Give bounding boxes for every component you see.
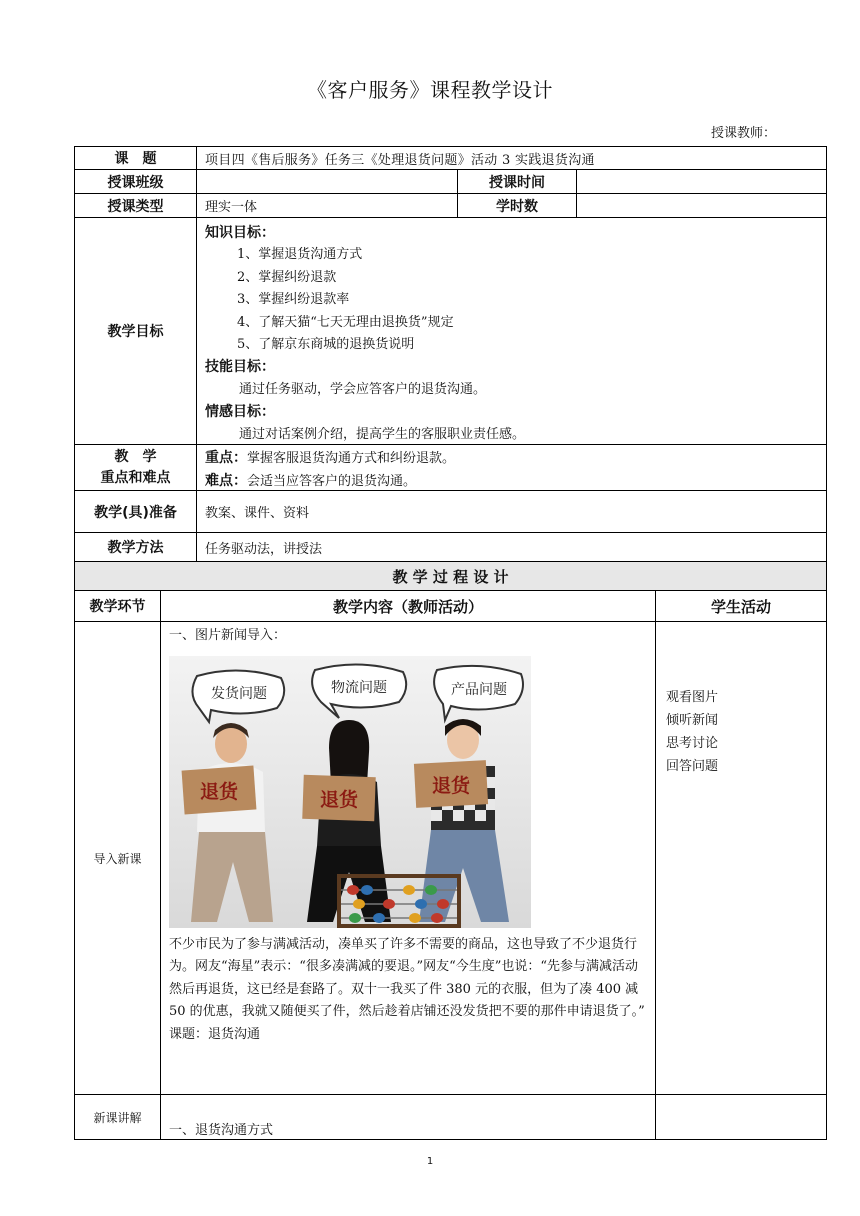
- intro-paragraph: 不少市民为了参与满减活动，凑单买了许多不需要的商品，这也导致了不少退货行为。网友“海星”表示：“很多凑满减的要退。”网友“今生度”也说：“先参与满减活动然后再退货，这已经是套路了。双十一我买了件 380 元的衣服，但为了凑 400 减 50 的优惠，我就又随便买了件，然后趁着店铺还没发货把不要的那件申请退货了。”: [169, 937, 645, 1020]
- hours-label: 学时数: [457, 193, 577, 218]
- method-value: 任务驱动法，讲授法: [196, 532, 827, 562]
- student-activity-item: 思考讨论: [666, 736, 719, 751]
- keypoints-label-line2: 重点和难点: [100, 469, 171, 486]
- lesson-plan-table: [74, 146, 827, 1140]
- new-student-cell: [655, 1094, 827, 1140]
- student-activities: [655, 621, 827, 1095]
- difficult-title: 难点：: [205, 473, 247, 489]
- student-activity-item: 倾听新闻: [666, 713, 719, 728]
- keypoints-label: [74, 444, 197, 491]
- objectives-content: [196, 217, 827, 445]
- intro-content: [160, 621, 656, 1095]
- key-text: 掌握客服退货沟通方式和纠纷退款。: [247, 451, 456, 466]
- objectives-label: 教学目标: [74, 217, 197, 445]
- key-title: 重点：: [205, 450, 247, 466]
- student-activity-item: 回答问题: [666, 759, 719, 774]
- bubble-text-2: 物流问题: [331, 680, 387, 696]
- difficult-text: 会适当应答客户的退货沟通。: [247, 474, 417, 489]
- type-value: 理实一体: [196, 193, 458, 218]
- student-activity-item: 观看图片: [666, 690, 719, 705]
- method-label: 教学方法: [74, 532, 197, 562]
- skill-text: 通过任务驱动，学会应答客户的退货沟通。: [239, 381, 487, 397]
- col-stage-header: 教学环节: [74, 590, 161, 622]
- page-number: 1: [426, 1156, 434, 1167]
- keypoints-content: [196, 444, 827, 491]
- knowledge-item: 5、了解京东商城的退换货说明: [237, 337, 415, 353]
- return-news-image: [169, 656, 531, 928]
- bubble-text-1: 发货问题: [211, 686, 267, 702]
- topic-label: 课 题: [74, 146, 197, 170]
- keypoints-label-line1: 教 学: [114, 448, 157, 465]
- sign-text-1: 退货: [199, 781, 239, 803]
- knowledge-title: 知识目标：: [205, 225, 275, 241]
- emotion-title: 情感目标：: [205, 404, 275, 421]
- return-news-illustration: [169, 656, 531, 928]
- new-stage: 新课讲解: [74, 1094, 161, 1140]
- class-label: 授课班级: [74, 169, 197, 194]
- page-title: 《客户服务》课程教学设计: [307, 78, 553, 102]
- bubble-text-3: 产品问题: [451, 682, 507, 698]
- prep-value: 教案、课件、资料: [196, 490, 827, 533]
- sign-text-3: 退货: [431, 775, 471, 797]
- col-student-header: 学生活动: [655, 590, 827, 622]
- hours-value: [576, 193, 827, 218]
- sign-text-2: 退货: [319, 789, 359, 811]
- teacher-label: 授课教师：: [710, 126, 776, 141]
- process-banner: 教 学 过 程 设 计: [74, 561, 827, 591]
- knowledge-item: 4、了解天猫“七天无理由退换货”规定: [237, 314, 454, 330]
- intro-stage: 导入新课: [74, 621, 161, 1095]
- col-content-header: 教学内容（教师活动）: [160, 590, 656, 622]
- time-value: [576, 169, 827, 194]
- prep-label: 教学(具)准备: [74, 490, 197, 533]
- topic-value: 项目四《售后服务》任务三《处理退货问题》活动 3 实践退货沟通: [196, 146, 827, 170]
- intro-topic: 课题：退货沟通: [169, 1026, 261, 1042]
- knowledge-item: 1、掌握退货沟通方式: [237, 247, 363, 263]
- knowledge-item: 3、掌握纠纷退款率: [237, 292, 350, 308]
- new-heading: 一、退货沟通方式: [160, 1094, 656, 1140]
- emotion-text: 通过对话案例介绍，提高学生的客服职业责任感。: [239, 426, 526, 442]
- knowledge-item: 2、掌握纠纷退款: [237, 269, 337, 285]
- time-label: 授课时间: [457, 169, 577, 194]
- skill-title: 技能目标：: [205, 359, 275, 376]
- class-value: [196, 169, 458, 194]
- type-label: 授课类型: [74, 193, 197, 218]
- intro-heading: 一、图片新闻导入：: [169, 628, 287, 643]
